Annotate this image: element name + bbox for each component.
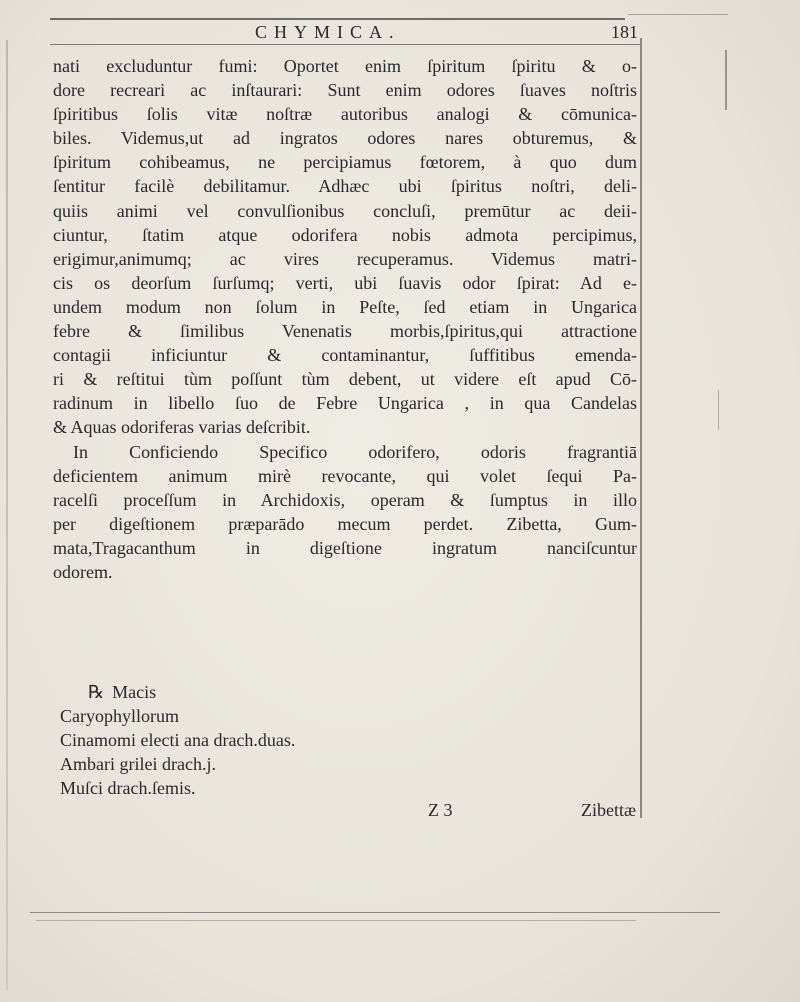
- text-line: radinum in libello ſuo de Febre Ungarica , in qua Candelas: [53, 393, 637, 414]
- text-line: erigimur,animumq; ac vires recuperamus. Videmus matri-: [53, 248, 637, 269]
- text-line: per digeſtionem præparādo mecum perdet. Zibetta, Gum-: [53, 513, 637, 534]
- recipe-item: Caryophyllorum: [60, 706, 179, 726]
- text-line: ſpiritum cohibeamus, ne percipiamus fœtorem, à quo dum: [53, 152, 637, 173]
- text-line: odorem.: [53, 561, 113, 582]
- top-rule-extension: [628, 14, 728, 15]
- text-line: ſpiritibus ſolis vitæ noſtræ autoribus analogi & cōmunica-: [53, 104, 637, 125]
- text-line: dore recreari ac inſtaurari: Sunt enim odores ſuaves noſtris: [53, 80, 637, 101]
- recipe-item: [60, 680, 620, 704]
- body-text: [53, 54, 637, 584]
- recipe-symbol: ℞: [88, 682, 105, 702]
- signature-mark: Z 3: [428, 800, 453, 820]
- recipe-list: [60, 680, 620, 800]
- text-line: In Conficiendo Specifico odorifero, odoris fragrantiā: [73, 441, 637, 462]
- text-line: biles. Videmus,ut ad ingratos odores nares obturemus, &: [53, 128, 637, 149]
- text-line: & Aquas odoriferas varias deſcribit.: [53, 417, 311, 438]
- recipe-item: Muſci drach.ſemis.: [60, 778, 196, 798]
- text-line: ciuntur, ſtatim atque odorifera nobis admota percipimus,: [53, 224, 637, 245]
- top-rule: [50, 18, 625, 20]
- text-line: nati excluduntur fumi: Oportet enim ſpiritum ſpiritu & o-: [53, 56, 637, 76]
- text-line: deficientem animum mirè revocante, qui volet ſequi Pa-: [53, 465, 637, 486]
- bottom-rule: [30, 912, 720, 913]
- page-number: 181: [611, 22, 638, 42]
- text-line: ſentitur facilè debilitamur. Adhæc ubi ſpiritus noſtri, deli-: [53, 176, 637, 197]
- text-line: mata,Tragacanthum in digeſtione ingratum nanciſcuntur: [53, 537, 637, 558]
- page-edge: [6, 40, 8, 990]
- catchword: Zibettæ: [581, 800, 636, 820]
- margin-mark: [718, 390, 719, 430]
- margin-mark: [725, 50, 727, 110]
- text-line: ri & reſtitui tùm poſſunt tùm debent, ut videre eſt apud Cō-: [53, 369, 637, 390]
- text-line: undem modum non ſolum in Peſte, ſed etiam in Ungarica: [53, 296, 637, 317]
- recipe-item: Ambari grilei drach.j.: [60, 754, 216, 774]
- recipe-ingredient: Macis: [112, 682, 157, 702]
- recipe-item: Cinamomi electi ana drach.duas.: [60, 730, 296, 750]
- page-header: [60, 22, 640, 46]
- text-line: contagii inficiuntur & contaminantur, ſuffitibus emenda-: [53, 345, 637, 366]
- text-line: quiis animi vel convulſionibus concluſi, premūtur ac deii-: [53, 200, 637, 221]
- page-footer: [60, 800, 638, 826]
- text-line: febre & ſimilibus Venenatis morbis,ſpiritus,qui attractione: [53, 321, 637, 342]
- running-title: CHYMICA.: [255, 22, 401, 42]
- bottom-rule: [36, 920, 636, 921]
- text-line: racelſi proceſſum in Archidoxis, operam & ſumptus in illo: [53, 489, 637, 510]
- right-margin-rule: [640, 38, 642, 818]
- text-line: cis os deorſum ſurſumq; verti, ubi ſuavis odor ſpirat: Ad e-: [53, 272, 637, 293]
